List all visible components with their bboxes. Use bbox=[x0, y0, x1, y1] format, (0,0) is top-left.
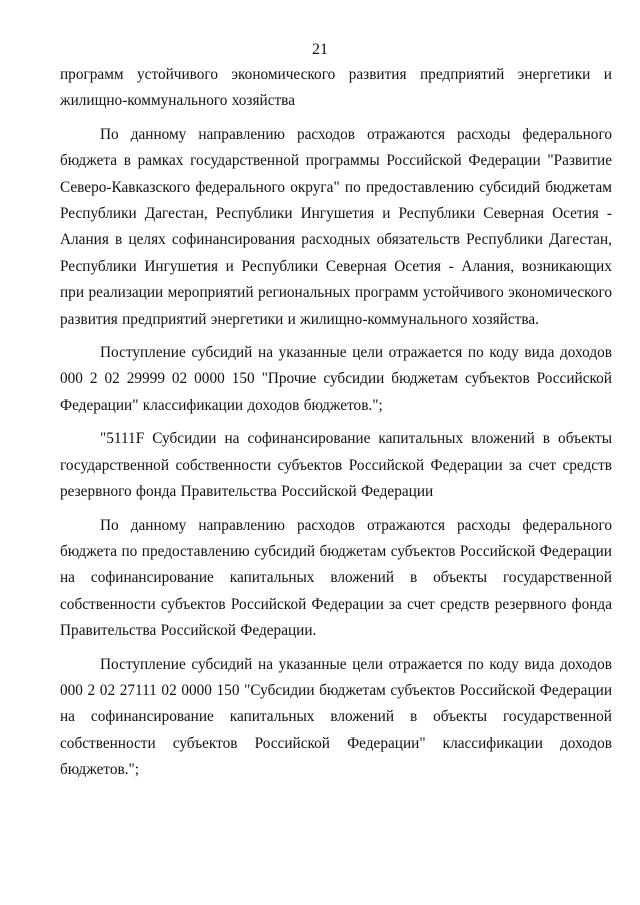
paragraph-expenditure-description-2: По данному направлению расходов отражаются расходы федерального бюджета по предоставлению субсидий бюджетам субъектов Российской Федерации на софинансирование капитальных вложений в объекты государственной собственности субъектов Российской Федерации за счет средств резервного фонда Правительства Российской Федерации. bbox=[60, 516, 612, 640]
paragraph-income-code-2: Поступление субсидий на указанные цели отражается по коду вида доходов 000 2 02 27111 02 0000 150 "Субсидии бюджетам субъектов Российской Федерации на софинансирование капитальных вложений в объекты государственной собственности субъектов Российской Федерации" классификации доходов бюджетов."; bbox=[60, 655, 612, 779]
page-number: 21 bbox=[312, 41, 328, 58]
paragraph-income-code-1: Поступление субсидий на указанные цели отражается по коду вида доходов 000 2 02 29999 02 0000 150 "Прочие субсидии бюджетам субъектов Российской Федерации" классификации доходов бюджетов."; bbox=[60, 344, 612, 414]
paragraph-expenditure-description-1: По данному направлению расходов отражаются расходы федерального бюджета в рамках государственной программы Российской Федерации "Развитие Северо-Кавказского федерального округа" по предоставлению субсидий бюджетам Республики Дагестан, Республики Ингушетия и Республики Северная Осетия - Алания в целях софинансирования расходных обязательств Республики Дагестан, Республики Ингушетия и Республики Северная Осетия - Алания, возникающих при реализации мероприятий региональных программ устойчивого экономического развития предприятий энергетики и жилищно-коммунального хозяйства. bbox=[60, 125, 612, 328]
paragraph-continuation: программ устойчивого экономического развития предприятий энергетики и жилищно-коммунального хозяйства bbox=[60, 66, 612, 110]
document-body bbox=[60, 62, 612, 784]
paragraph-code-heading-5111F: "5111F Субсидии на софинансирование капитальных вложений в объекты государственной собственности субъектов Российской Федерации за счет средств резервного фонда Правительства Российской Федерации bbox=[60, 430, 612, 501]
